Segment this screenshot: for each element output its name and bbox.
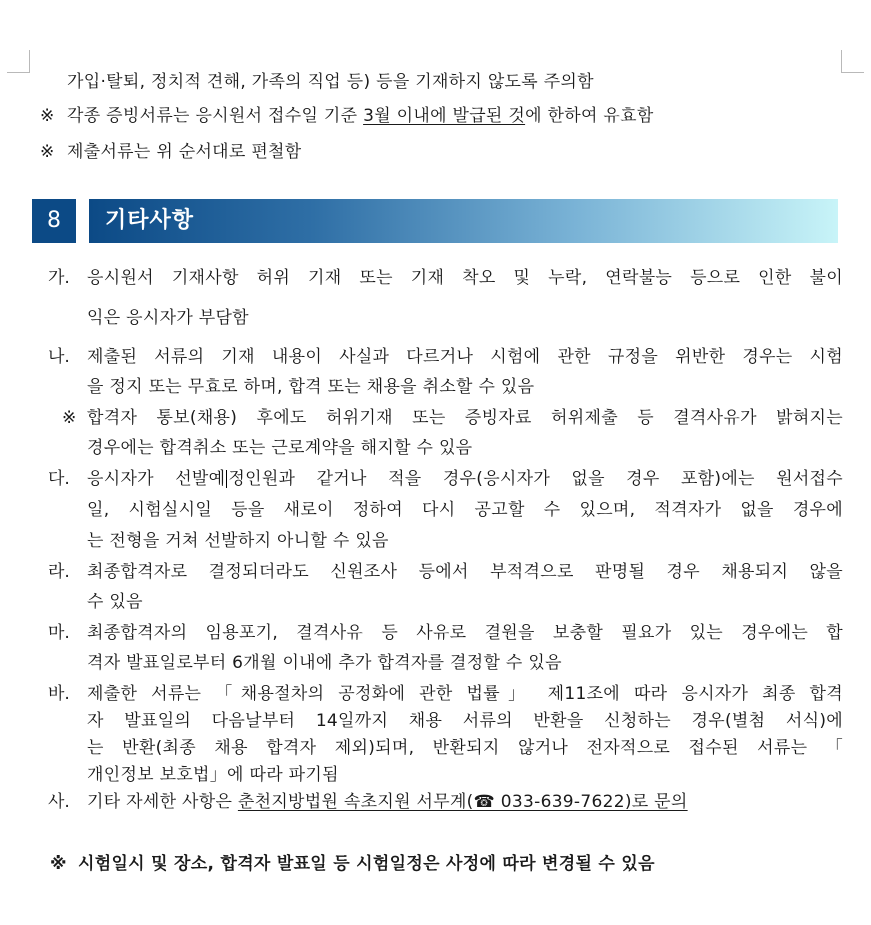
note-mark: ※ bbox=[62, 408, 77, 428]
schedule-change-notice: 시험일시 및 장소, 합격자 발표일 등 시험일정은 사정에 따라 변경될 수 있음 bbox=[78, 854, 655, 874]
item-na-note-line2: 경우에는 합격취소 또는 근로계약을 해지할 수 있음 bbox=[87, 438, 473, 458]
item-marker: 바. bbox=[48, 684, 70, 704]
crop-mark-top-right bbox=[841, 50, 864, 73]
item-ra-line2: 수 있음 bbox=[87, 592, 143, 612]
item-ba-line3: 는 반환(최종 채용 합격자 제외)되며, 반환되지 않거나 전자적으로 접수된 서류는 「 bbox=[87, 738, 843, 758]
item-ma-line2: 격자 발표일로부터 6개월 이내에 추가 합격자를 결정할 수 있음 bbox=[87, 653, 562, 673]
note-certificate-validity: 각종 증빙서류는 응시원서 접수일 기준 3월 이내에 발급된 것에 한하여 유효함 bbox=[67, 106, 654, 126]
item-marker: 사. bbox=[48, 792, 70, 812]
item-da-line3: 는 전형을 거쳐 선발하지 아니할 수 있음 bbox=[87, 531, 389, 551]
item-da-line2: 일, 시험실시일 등을 새로이 정하여 다시 공고할 수 있으며, 적격자가 없을 경우에 bbox=[87, 500, 843, 520]
section-header bbox=[32, 199, 838, 243]
item-na-note-line1: 합격자 통보(채용) 후에도 허위기재 또는 증빙자료 허위제출 등 결격사유가 밝혀지는 bbox=[87, 408, 843, 428]
item-marker: 라. bbox=[48, 562, 70, 582]
item-ba-line1: 제출한 서류는 「채용절차의 공정화에 관한 법률」 제11조에 따라 응시자가 최종 합격 bbox=[87, 684, 843, 704]
note-mark: ※ bbox=[40, 106, 55, 126]
item-marker: 가. bbox=[48, 268, 70, 288]
item-ba-line2: 자 발표일의 다음날부터 14일까지 채용 서류의 반환을 신청하는 경우(별첨 서식)에 bbox=[87, 711, 843, 731]
item-na-line1: 제출된 서류의 기재 내용이 사실과 다르거나 시험에 관한 규정을 위반한 경우는 시험 bbox=[87, 347, 843, 367]
item-marker: 다. bbox=[48, 469, 70, 489]
item-ba-line4: 개인정보 보호법」에 따라 파기됨 bbox=[87, 765, 339, 785]
item-marker: 나. bbox=[48, 347, 70, 367]
item-ma-line1: 최종합격자의 임용포기, 결격사유 등 사유로 결원을 보충할 필요가 있는 경우에는 합 bbox=[87, 623, 843, 643]
section-title-bar bbox=[89, 199, 838, 243]
note-mark: ※ bbox=[40, 142, 55, 162]
continued-line: 가입·탈퇴, 정치적 견해, 가족의 직업 등) 등을 기재하지 않도록 주의함 bbox=[67, 72, 594, 92]
item-ga-line1: 응시원서 기재사항 허위 기재 또는 기재 착오 및 누락, 연락불능 등으로 인한 불이 bbox=[87, 268, 843, 288]
item-da-line1: 응시자가 선발예 정인원과 같거나 적을 경우(응시자가 없을 경우 포함)에는 원서접수 bbox=[87, 469, 843, 489]
item-ga-line2: 익은 응시자가 부담함 bbox=[87, 308, 249, 328]
item-marker: 마. bbox=[48, 623, 70, 643]
note-binding-order: 제출서류는 위 순서대로 편철함 bbox=[67, 142, 302, 162]
crop-mark-top-left bbox=[7, 50, 30, 73]
item-ra-line1: 최종합격자로 결정되더라도 신원조사 등에서 부적격으로 판명될 경우 채용되지 않을 bbox=[87, 562, 843, 582]
item-sa-contact: 기타 자세한 사항은 춘천지방법원 속초지원 서무계(☎ 033-639-7622)로 문의 bbox=[87, 792, 688, 812]
section-number: 8 bbox=[32, 199, 76, 243]
item-na-line2: 을 정지 또는 무효로 하며, 합격 또는 채용을 취소할 수 있음 bbox=[87, 377, 535, 397]
note-mark: ※ bbox=[50, 854, 67, 874]
section-title: 기타사항 bbox=[105, 208, 195, 233]
